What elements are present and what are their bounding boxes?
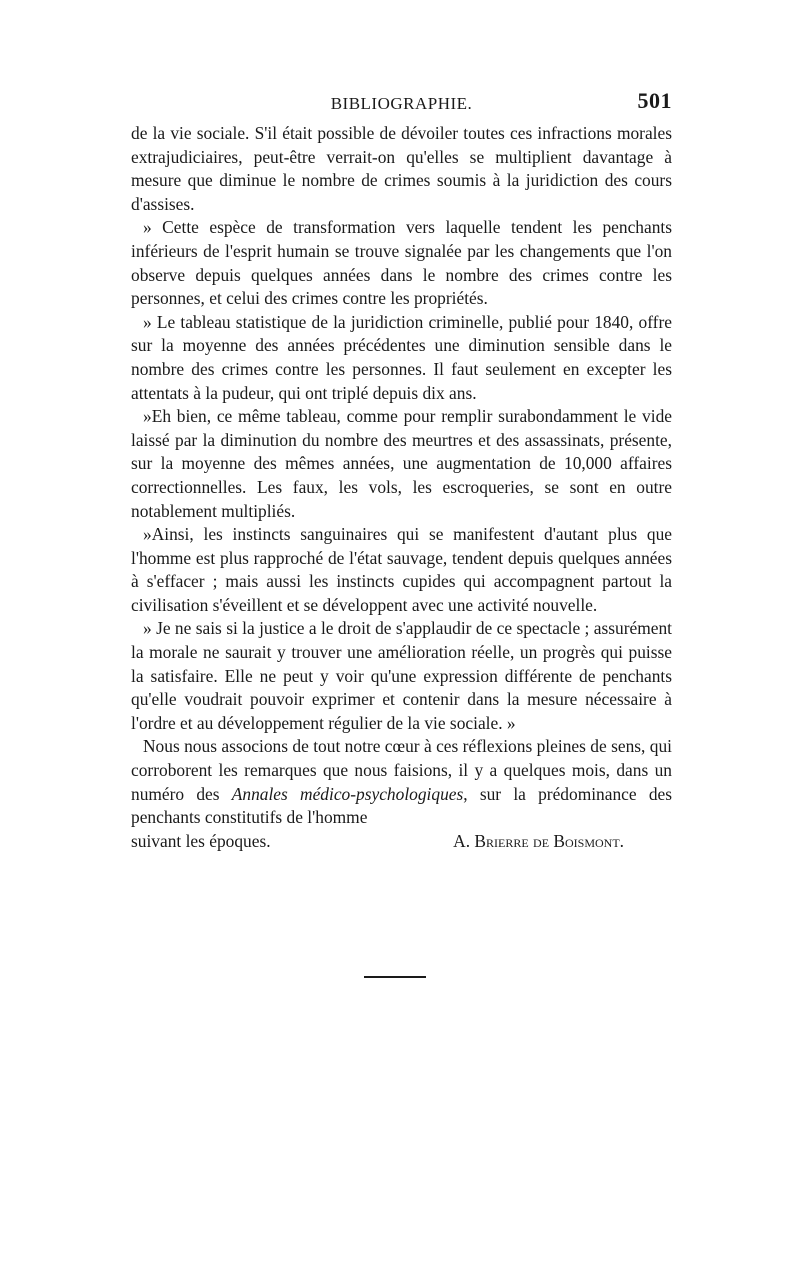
author-signature: A. Brierre de Boismont.: [453, 830, 624, 851]
closing-paragraph: [131, 735, 672, 829]
paragraph-1: de la vie sociale. S'il était possible de dévoiler toutes ces infractions morales extrajudiciaires, peut-être verrait-on qu'elles se multiplient davantage à mesure que diminue le nombre de crimes soumis à la juridiction des cours d'assises.: [131, 123, 672, 214]
journal-title: Annales médico-psychologiques: [231, 783, 464, 804]
paragraph-4: »Eh bien, ce même tableau, comme pour remplir surabondamment le vide laissé par la diminution du nombre des meurtres et des assassinats, présente, sur la moyenne des mêmes années, une augmentation de 10,000 affaires correctionnelles. Les faux, les vols, les escroqueries, se sont en outre notablement multipliés.: [131, 406, 672, 521]
running-title: BIBLIOGRAPHIE.: [330, 94, 473, 113]
body-text: [131, 122, 672, 853]
book-page: [131, 88, 672, 853]
closing-text-end: , sur la prédominance des penchants constitutifs de l'homme: [131, 783, 673, 828]
paragraph-6: » Je ne sais si la justice a le droit de s'applaudir de ce spectacle ; assurément la morale ne saurait y trouver une amélioration réelle, un progrès qui puisse la satisfaire. Elle ne peut y voir qu'une expression différente de penchants qu'elle voudrait pouvoir exprimer et contenir dans la mesure nécessaire à l'ordre et au développement régulier de la vie sociale. »: [131, 618, 672, 733]
page-number: 501: [637, 88, 672, 113]
end-rule: [364, 976, 426, 978]
paragraph-2: » Cette espèce de transformation vers laquelle tendent les penchants inférieurs de l'esprit humain se trouve signalée par les changements que l'on observe depuis quelques années dans le nombre des crimes contre les personnes, et celui des crimes contre les propriétés.: [131, 217, 672, 309]
running-head: [131, 88, 672, 122]
closing-text-start: Nous nous associons de tout notre cœur à ces réflexions pleines de sens, qui corroborent les remarques que nous faisions, il y a quelques mois, dans un numéro des: [131, 736, 672, 804]
paragraph-3: » Le tableau statistique de la juridiction criminelle, publié pour 1840, offre sur la moyenne des années précédentes une diminution sensible dans le nombre des crimes contre les personnes. Il faut seulement en excepter les attentats à la pudeur, qui ont triplé depuis dix ans.: [131, 311, 672, 403]
closing-last-line: suivant les époques.: [131, 830, 271, 851]
paragraph-5: »Ainsi, les instincts sanguinaires qui se manifestent d'autant plus que l'homme est plus rapproché de l'état sauvage, tendent depuis quelques années à s'effacer ; mais aussi les instincts cupides qui accompagnent partout la civilisation s'éveillent et se développent avec une activité nouvelle.: [131, 524, 672, 615]
signature-line: [131, 830, 672, 854]
